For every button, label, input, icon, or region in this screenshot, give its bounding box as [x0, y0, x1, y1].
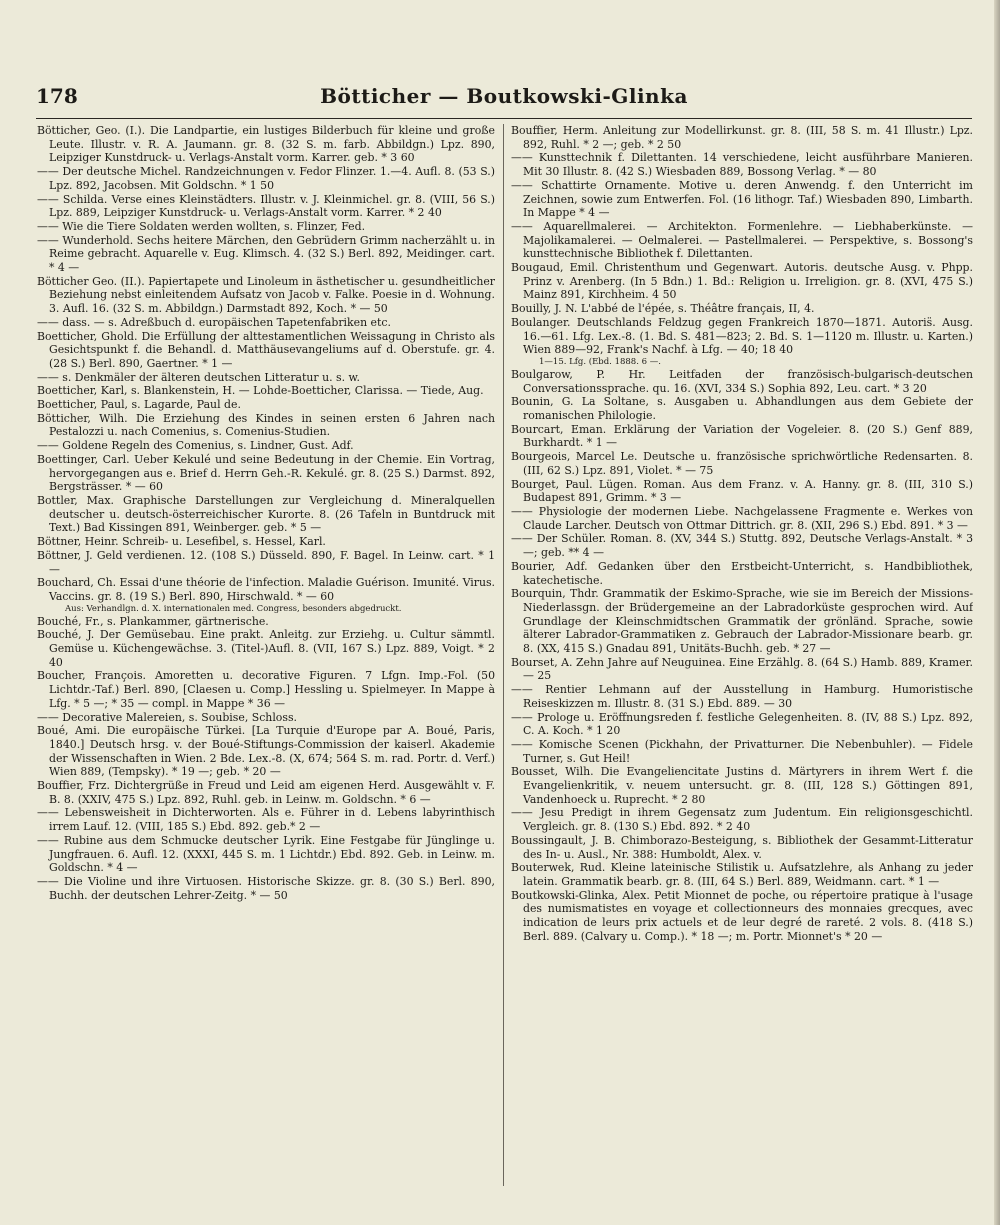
- bibliography-entry: Bounin, G. La Soltane, s. Ausgaben u. Abhandlungen aus dem Gebiete der romanischen Philologie.: [511, 395, 973, 423]
- left-column: [37, 124, 495, 1185]
- bibliography-entry: —— Wunderhold. Sechs heitere Märchen, den Gebrüdern Grimm nacherzählt u. in Reime gebracht. Aquarelle v. Eug. Klimsch. 4. (32 S.) Berl. 892, Meidinger. cart. * 4 —: [37, 233, 495, 275]
- bibliography-entry: Boulgarow, P. Hr. Leitfaden der französisch-bulgarisch-deutschen Conversationssprache. qu. 16. (XVI, 334 S.) Sophia 892, Leu. cart. * 3 20: [511, 367, 973, 395]
- bibliography-entry: Bousset, Wilh. Die Evangeliencitate Justins d. Märtyrers in ihrem Wert f. die Evangelienkritik, v. neuem untersucht. gr. 8. (III, 128 S.) Göttingen 891, Vandenhoeck u. Ruprecht. * 2 80: [511, 765, 973, 806]
- bibliography-entry: —— Physiologie der modernen Liebe. Nachgelassene Fragmente e. Werkes von Claude Larcher. Deutsch von Ottmar Dittrich. gr. 8. (XII, 296 S.) Ebd. 891. * 3 —: [511, 504, 973, 532]
- bibliography-entry: —— Decorative Malereien, s. Soubise, Schloss.: [37, 710, 297, 724]
- bibliography-entry: Bötticher, Geo. (I.). Die Landpartie, ein lustiges Bilderbuch für kleine und große Leute. Illustr. v. R. A. Jaumann. gr. 8. (32 S. m. farb. Abbildgn.) Lpz. 890, Leipziger Kunstdruck- u. Verlags-Anstalt vorm. Karrer. geb. * 3 60: [37, 124, 495, 165]
- bibliography-entry: Bouilly, J. N. L'abbé de l'épée, s. Théâtre français, II, 4.: [511, 302, 815, 316]
- bibliography-entry: —— Prologe u. Eröffnungsreden f. festliche Gelegenheiten. 8. (IV, 88 S.) Lpz. 892, C. A. Koch. * 1 20: [511, 710, 973, 738]
- bibliography-entry: —— Aquarellmalerei. — Architekton. Formenlehre. — Liebhaberkünste. — Majolikamalerei. — Oelmalerei. — Pastellmalerei. — Perspektive, s. Bossong's kunsttechnische Bibliothek f. Dilettanten.: [511, 219, 973, 261]
- bibliography-entry: —— Wie die Tiere Soldaten werden wollten, s. Flinzer, Fed.: [37, 219, 366, 233]
- running-title: Bötticher — Boutkowski-Glinka: [320, 84, 688, 108]
- bibliography-entry: Bourgeois, Marcel Le. Deutsche u. französische sprichwörtliche Redensarten. 8. (III, 62 S.) Lpz. 891, Violet. * — 75: [511, 450, 973, 477]
- bibliography-entry: Bourset, A. Zehn Jahre auf Neuguinea. Eine Erzählg. 8. (64 S.) Hamb. 889, Kramer. — 25: [511, 655, 973, 683]
- bibliography-entry: —— dass. — s. Adreßbuch d. europäischen Tapetenfabriken etc.: [37, 315, 391, 329]
- column-divider: [503, 124, 504, 1186]
- bibliography-entry: —— Kunsttechnik f. Dilettanten. 14 verschiedene, leicht ausführbare Manieren. Mit 30 Illustr. 8. (42 S.) Wiesbaden 889, Bossong Verlag. * — 80: [511, 151, 973, 179]
- bibliography-entry: Boetticher, Ghold. Die Erfüllung der alttestamentlichen Weissagung in Christo als Gesichtspunkt f. die Behandl. d. Matthäusevangeliums auf d. Oberstufe. gr. 4. (28 S.) Berl. 890, Gaertner. * 1 —: [37, 329, 495, 370]
- bibliography-entry: Bouchard, Ch. Essai d'une théorie de l'infection. Maladie Guérison. Imunité. Virus. Vaccins. gr. 8. (19 S.) Berl. 890, Hirschwald. * — 60: [37, 576, 495, 603]
- bibliography-entry: —— Lebensweisheit in Dichterworten. Als e. Führer in d. Lebens labyrinthisch irrem Lauf. 12. (VIII, 185 S.) Ebd. 892. geb.* 2 —: [37, 806, 495, 834]
- header-rule: [36, 118, 972, 119]
- footnote-entry: Aus: Verhandlgn. d. X. internationalen med. Congress, besonders abgedruckt.: [65, 603, 402, 614]
- bibliography-entry: —— Rubine aus dem Schmucke deutscher Lyrik. Eine Festgabe für Jünglinge u. Jungfrauen. 6. Aufl. 12. (XXXI, 445 S. m. 1 Lichtdr.) Ebd. 892. Geb. in Leinw. m. Goldschn. * 4 —: [37, 833, 495, 875]
- bibliography-entry: Boutkowski-Glinka, Alex. Petit Mionnet de poche, ou répertoire pratique à l'usage des numismatistes en voyage et collectionneurs des monnaies grecques, avec indication de leurs prix actuels et de leur degré de rareté. 2 vols. 8. (418 S.) Berl. 889. (Calvary u. Comp.). * 18 —; m. Portr. Mionnet's * 20 —: [511, 888, 973, 943]
- bibliography-entry: Bourget, Paul. Lügen. Roman. Aus dem Franz. v. A. Hanny. gr. 8. (III, 310 S.) Budapest 891, Grimm. * 3 —: [511, 477, 973, 505]
- right-column: [511, 124, 973, 1185]
- bibliography-entry: —— Rentier Lehmann auf der Ausstellung in Hamburg. Humoristische Reiseskizzen m. Illustr. 8. (31 S.) Ebd. 889. — 30: [511, 683, 973, 710]
- page-header: [36, 84, 972, 118]
- bibliography-entry: Böttner, Heinr. Schreib- u. Lesefibel, s. Hessel, Karl.: [37, 535, 326, 549]
- bibliography-entry: —— Der Schüler. Roman. 8. (XV, 344 S.) Stuttg. 892, Deutsche Verlags-Anstalt. * 3 —; geb. ** 4 —: [511, 532, 973, 560]
- bibliography-entry: Bottler, Max. Graphische Darstellungen zur Vergleichung d. Mineralquellen deutscher u. deutsch-österreichischer Kurorte. 8. (26 Tafeln in Buntdruck mit Text.) Bad Kissingen 891, Weinberger. geb. * 5 —: [37, 493, 495, 535]
- bibliography-entry: Bourquin, Thdr. Grammatik der Eskimo-Sprache, wie sie im Bereich der Missions-Niederlassgn. der Brüdergemeine an der Labradorküste gesprochen wird. Auf Grundlage der Kleinschmidtschen Grammatik der grönländ. Sprache, sowie älterer Labrador-Grammatiken z. Gebrauch der Labrador-Missionare bearb. gr. 8. (XX, 415 S.) Gnadau 891, Unitäts-Buchh. geb. * 27 —: [511, 587, 973, 656]
- bibliography-entry: —— Schilda. Verse eines Kleinstädters. Illustr. v. J. Kleinmichel. gr. 8. (VIII, 56 S.) Lpz. 889, Leipziger Kunstdruck- u. Verlags-Anstalt vorm. Karrer. * 2 40: [37, 192, 495, 220]
- bibliography-entry: Bouterwek, Rud. Kleine lateinische Stilistik u. Aufsatzlehre, als Anhang zu jeder latein. Grammatik bearb. gr. 8. (III, 64 S.) Berl. 889, Weidmann. cart. * 1 —: [511, 861, 973, 888]
- bibliography-entry: —— Die Violine und ihre Virtuosen. Historische Skizze. gr. 8. (30 S.) Berl. 890, Buchh. der deutschen Lehrer-Zeitg. * — 50: [37, 874, 495, 902]
- bibliography-entry: —— s. Denkmäler der älteren deutschen Litteratur u. s. w.: [37, 370, 361, 384]
- bibliography-entry: Bourier, Adf. Gedanken über den Erstbeicht-Unterricht, s. Handbibliothek, katechetische.: [511, 559, 973, 587]
- bibliography-entry: Bougaud, Emil. Christenthum und Gegenwart. Autoris. deutsche Ausg. v. Phpp. Prinz v. Arenberg. (In 5 Bdn.) 1. Bd.: Religion u. Irreligion. gr. 8. (XVI, 475 S.) Mainz 891, Kirchheim. 4 50: [511, 261, 973, 302]
- bibliography-entry: Bouffier, Frz. Dichtergrüße in Freud und Leid am eigenen Herd. Ausgewählt v. F. B. 8. (XXIV, 475 S.) Lpz. 892, Ruhl. geb. in Leinw. m. Goldschn. * 6 —: [37, 779, 495, 806]
- bibliography-entry: —— Schattirte Ornamente. Motive u. deren Anwendg. f. den Unterricht im Zeichnen, sowie zum Entwerfen. Fol. (16 lithogr. Taf.) Wiesbaden 890, Limbarth. In Mappe * 4 —: [511, 178, 973, 220]
- bibliography-entry: Boulanger. Deutschlands Feldzug gegen Frankreich 1870—1871. Autoris̈. Ausg. 16.—61. Lfg. Lex.-8. (1. Bd. S. 481—823; 2. Bd. S. 1—1120 m. Illustr. u. Karten.) Wien 889—92, Frank's Nachf. à Lfg. — 40; 18 40: [511, 315, 973, 357]
- bibliography-entry: Boussingault, J. B. Chimborazo-Besteigung, s. Bibliothek der Gesammt-Litteratur des In- u. Ausl., Nr. 388: Humboldt, Alex. v.: [511, 833, 973, 861]
- bibliography-entry: Bouffier, Herm. Anleitung zur Modellirkunst. gr. 8. (III, 58 S. m. 41 Illustr.) Lpz. 892, Ruhl. * 2 —; geb. * 2 50: [511, 124, 973, 151]
- bibliography-entry: Boué, Ami. Die europäische Türkei. [La Turquie d'Europe par A. Boué, Paris, 1840.] Deutsch hrsg. v. der Boué-Stiftungs-Commission der kaiserl. Akademie der Wissenschaften in Wien. 2 Bde. Lex.-8. (X, 674; 564 S. m. rad. Portr. d. Verf.) Wien 889, (Tempsky). * 19 —; geb. * 20 —: [37, 724, 495, 779]
- bibliography-entry: Boettinger, Carl. Ueber Kekulé und seine Bedeutung in der Chemie. Ein Vortrag, hervorgegangen aus e. Brief d. Herrn Geh.-R. Kekulé. gr. 8. (25 S.) Darmst. 892, Bergsträsser. * — 60: [37, 452, 495, 494]
- bibliography-entry: Bouché, J. Der Gemüsebau. Eine prakt. Anleitg. zur Erziehg. u. Cultur sämmtl. Gemüse u. Küchengewächse. 3. (Titel-)Aufl. 8. (VII, 167 S.) Lpz. 889, Voigt. * 2 40: [37, 628, 495, 669]
- bibliography-entry: Boucher, François. Amoretten u. decorative Figuren. 7 Lfgn. Imp.-Fol. (50 Lichtdr.-Taf.) Berl. 890, [Claesen u. Comp.] Hessling u. Spielmeyer. In Mappe à Lfg. * 5 —; * 35 — compl. in Mappe * 36 —: [37, 669, 495, 710]
- bibliography-entry: —— Goldene Regeln des Comenius, s. Lindner, Gust. Adf.: [37, 439, 354, 453]
- bibliography-entry: Bourcart, Eman. Erklärung der Variation der Vogeleier. 8. (20 S.) Genf 889, Burkhardt. * 1 —: [511, 422, 973, 450]
- bibliography-entry: Boetticher, Paul, s. Lagarde, Paul de.: [37, 398, 241, 412]
- bibliography-entry: —— Jesu Predigt in ihrem Gegensatz zum Judentum. Ein religionsgeschichtl. Vergleich. gr. 8. (130 S.) Ebd. 892. * 2 40: [511, 806, 973, 834]
- bibliography-entry: Böttner, J. Geld verdienen. 12. (108 S.) Düsseld. 890, F. Bagel. In Leinw. cart. * 1 —: [37, 548, 495, 576]
- footnote-entry: 1—15. Lfg. (Ebd. 1888. 6 —.: [539, 356, 661, 367]
- bibliography-entry: Bötticher Geo. (II.). Papiertapete und Linoleum in ästhetischer u. gesundheitlicher Beziehung nebst einleitendem Aufsatz von Jacob v. Falke. Poesie in d. Wohnung. 3. Aufl. 16. (32 S. m. Abbildgn.) Darmstadt 892, Koch. * — 50: [37, 274, 495, 316]
- bibliography-entry: Bouché, Fr., s. Plankammer, gärtnerische.: [37, 614, 269, 628]
- bibliography-entry: Boetticher, Karl, s. Blankenstein, H. — Lohde-Boetticher, Clarissa. — Tiede, Aug.: [37, 384, 484, 398]
- bibliography-entry: —— Der deutsche Michel. Randzeichnungen v. Fedor Flinzer. 1.—4. Aufl. 8. (53 S.) Lpz. 892, Jacobsen. Mit Goldschn. * 1 50: [37, 165, 495, 192]
- bibliography-entry: —— Komische Scenen (Pickhahn, der Privatturner. Die Nebenbuhler). — Fidele Turner, s. Gut Heil!: [511, 737, 973, 765]
- bibliography-entry: Bötticher, Wilh. Die Erziehung des Kindes in seinen ersten 6 Jahren nach Pestalozzi u. nach Comenius, s. Comenius-Studien.: [37, 411, 495, 439]
- page-number: 178: [36, 84, 78, 108]
- page-edge: [994, 0, 1000, 1225]
